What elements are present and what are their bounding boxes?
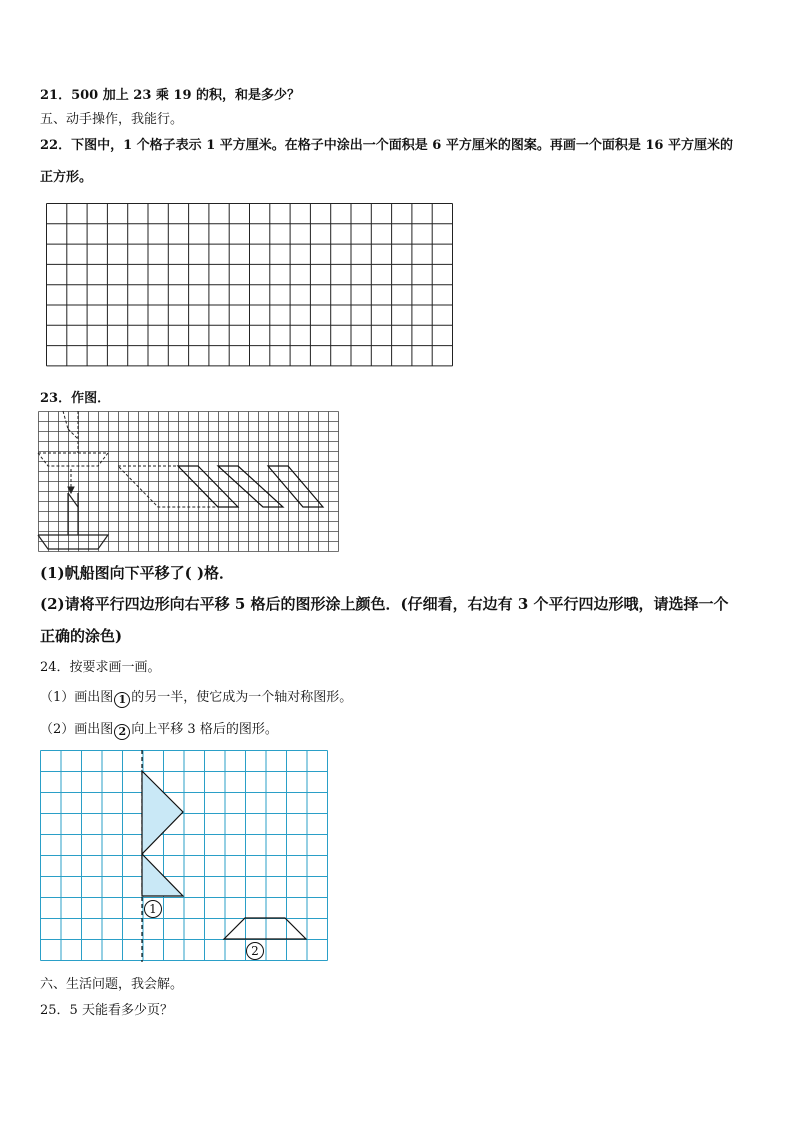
- question-24-part2: [40, 718, 278, 740]
- q24-part1-suffix: 的另一半，使它成为一个轴对称图形。: [131, 690, 353, 705]
- question-23-part2-line2: 正确的涂色): [40, 627, 123, 645]
- down-arrow: [68, 469, 74, 493]
- section-6-heading: 六、生活问题，我会解。: [40, 977, 184, 992]
- question-21: 21．500 加上 23 乘 19 的积，和是多少？: [40, 88, 301, 103]
- q24-part1-prefix: （1）画出图: [40, 690, 114, 705]
- section-5-heading: 五、动手操作，我能行。: [40, 112, 184, 127]
- figure-1-marker: 1: [114, 692, 130, 708]
- parallelogram-candidates: [178, 466, 323, 507]
- question-24-title: 24．按要求画一画。: [40, 660, 161, 675]
- figure-1: [142, 771, 183, 896]
- q23-grid: [38, 411, 338, 551]
- figure-1-label: 1: [144, 900, 162, 918]
- question-23-part2-line1: (2)请将平行四边形向右平移 5 格后的图形涂上颜色．(仔细看，右边有 3 个平行四边形哦，请选择一个: [40, 595, 729, 613]
- question-25: 25．5 天能看多少页？: [40, 1003, 173, 1018]
- parallelogram-original: [118, 466, 218, 507]
- figure-2: [224, 918, 306, 939]
- q22-grid: [46, 203, 452, 366]
- figure-2-label: 2: [246, 942, 264, 960]
- q24-grid: [40, 750, 328, 962]
- question-22-line1: 22．下图中，1 个格子表示 1 平方厘米。在格子中涂出一个面积是 6 平方厘米的图案。再画一个面积是 16 平方厘米的: [40, 138, 733, 153]
- q24-part2-prefix: （2）画出图: [40, 722, 114, 737]
- question-23-part1: (1)帆船图向下平移了( )格．: [40, 564, 235, 582]
- q24-part2-suffix: 向上平移 3 格后的图形。: [131, 722, 278, 737]
- figure-2-marker: 2: [114, 724, 130, 740]
- question-22-line2: 正方形。: [40, 170, 93, 185]
- question-23-title: 23．作图．: [40, 391, 111, 406]
- question-24-part1: [40, 686, 352, 708]
